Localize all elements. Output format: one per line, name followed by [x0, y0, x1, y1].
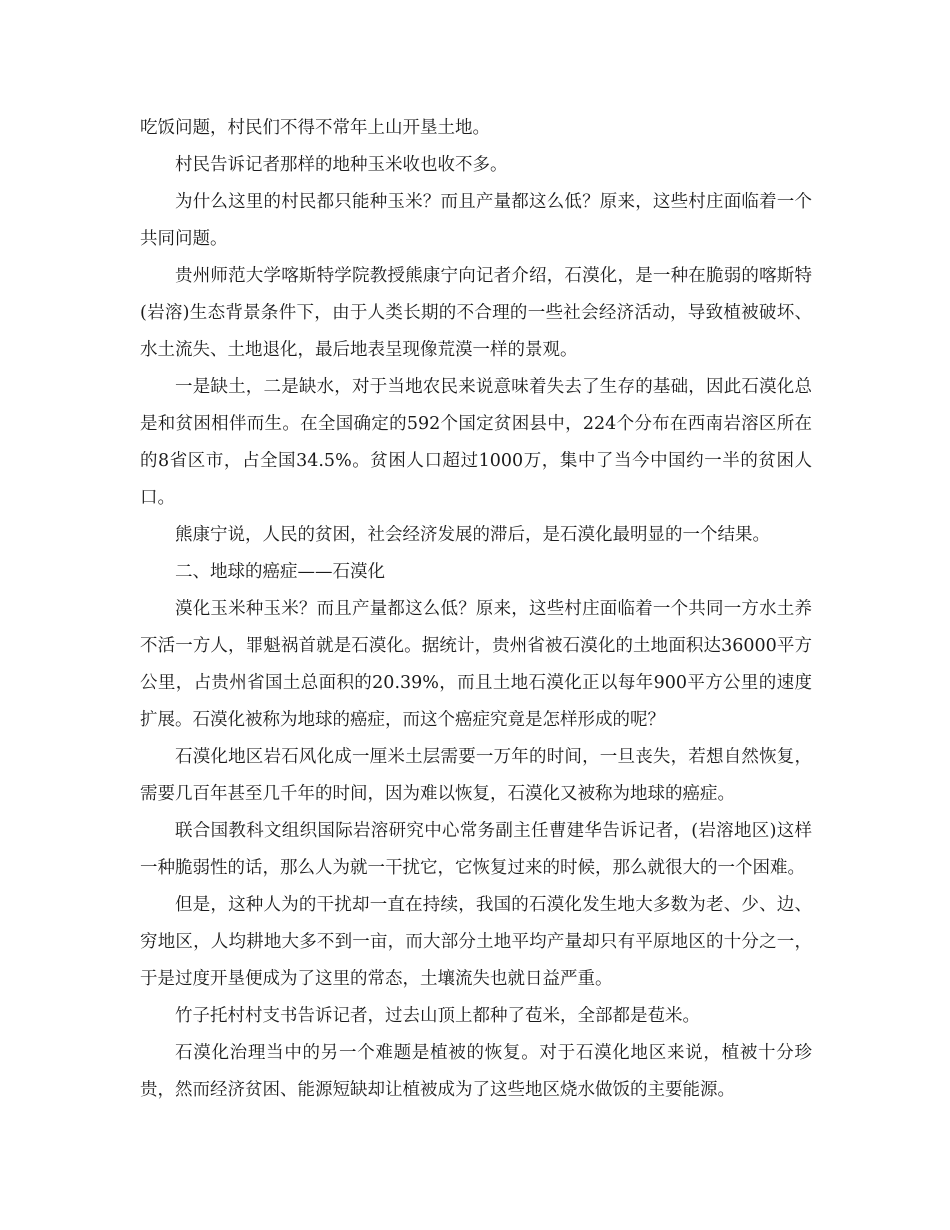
paragraph: 熊康宁说，人民的贫困，社会经济发展的滞后，是石漠化最明显的一个结果。 — [175, 525, 770, 545]
paragraph: 但是，这种人为的干扰却一直在持续，我国的石漠化发生地大多数为老、少、边、穷地区，人均耕地大多不到一亩，而大部分土地平均产量却只有平原地区的十分之一，于是过度开垦便成为了这里的常态，土壤流失也就日益严重。 — [140, 895, 812, 989]
paragraph: 联合国教科文组织国际岩溶研究中心常务副主任曹建华告诉记者，(岩溶地区)这样一种脆弱性的话，那么人为就一干扰它，它恢复过来的时候，那么就很大的一个困难。 — [140, 821, 812, 878]
document-body — [140, 110, 812, 1109]
paragraph: 竹子托村村支书告诉记者，过去山顶上都种了苞米，全部都是苞米。 — [175, 1006, 700, 1026]
paragraph: 为什么这里的村民都只能种玉米？而且产量都这么低？原来，这些村庄面临着一个共同问题。 — [140, 192, 812, 249]
paragraph: 石漠化地区岩石风化成一厘米土层需要一万年的时间，一旦丧失，若想自然恢复，需要几百年甚至几千年的时间，因为难以恢复，石漠化又被称为地球的癌症。 — [140, 747, 812, 804]
paragraph: 贵州师范大学喀斯特学院教授熊康宁向记者介绍，石漠化，是一种在脆弱的喀斯特(岩溶)生态背景条件下，由于人类长期的不合理的一些社会经济活动，导致植被破坏、水土流失、土地退化，最后地表呈现像荒漠一样的景观。 — [140, 266, 812, 360]
paragraph: 一是缺土，二是缺水，对于当地农民来说意味着失去了生存的基础，因此石漠化总是和贫困相伴而生。在全国确定的592个国定贫困县中，224个分布在西南岩溶区所在的8省区市，占全国34.5%。贫困人口超过1000万，集中了当今中国约一半的贫困人口。 — [140, 377, 812, 508]
paragraph: 村民告诉记者那样的地种玉米收也收不多。 — [175, 155, 508, 175]
paragraph-continuation: 吃饭问题，村民们不得不常年上山开垦土地。 — [140, 118, 490, 138]
paragraph: 石漠化治理当中的另一个难题是植被的恢复。对于石漠化地区来说，植被十分珍贵，然而经济贫困、能源短缺却让植被成为了这些地区烧水做饭的主要能源。 — [140, 1043, 812, 1100]
section-heading: 二、地球的癌症——石漠化 — [175, 562, 385, 582]
paragraph: 漠化玉米种玉米？而且产量都这么低？原来，这些村庄面临着一个共同一方水土养不活一方人，罪魁祸首就是石漠化。据统计，贵州省被石漠化的土地面积达36000平方公里，占贵州省国土总面积的20.39%，而且土地石漠化正以每年900平方公里的速度扩展。石漠化被称为地球的癌症，而这个癌症究竟是怎样形成的呢？ — [140, 599, 812, 730]
